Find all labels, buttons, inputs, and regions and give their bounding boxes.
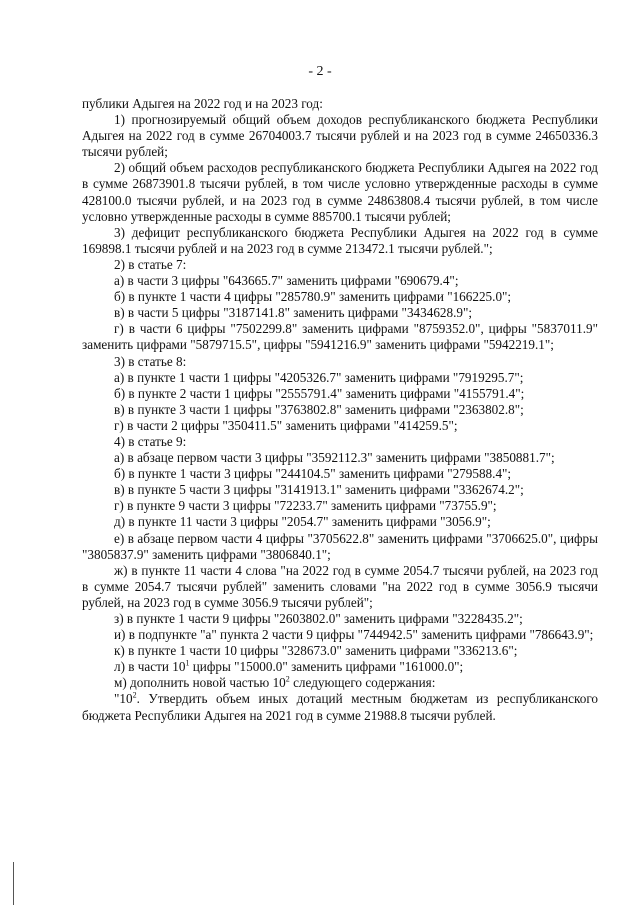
superscript: 2 <box>285 674 290 684</box>
paragraph-9v: в) в пункте 5 части 3 цифры "3141913.1" заменить цифрами "3362674.2"; <box>114 482 524 498</box>
paragraph-7v: в) в части 5 цифры "3187141.8" заменить цифрами "3434628.9"; <box>114 305 473 321</box>
paragraph-9z: з) в пункте 1 части 9 цифры "2603802.0" заменить цифрами "3228435.2"; <box>114 611 523 626</box>
paragraph-0: публики Адыгея на 2022 год и на 2023 год: <box>82 96 323 111</box>
paragraph-8g: г) в части 2 цифры "350411.5" заменить цифрами "414259.5"; <box>114 417 458 433</box>
paragraph-9g: г) в пункте 9 части 3 цифры "72233.7" заменить цифрами "73755.9"; <box>114 498 497 514</box>
paragraph-9k: к) в пункте 1 части 10 цифры "328673.0" заменить цифрами "336213.6"; <box>114 643 518 659</box>
paragraph-9i: и) в подпункте "а" пункта 2 части 9 цифры "744942.5" заменить цифрами "786643.9"; <box>114 627 594 643</box>
paragraph-article-8: 3) в статье 8: <box>114 353 187 369</box>
page-number: - 2 - <box>308 64 332 79</box>
paragraph-9d: д) в пункте 11 части 3 цифры "2054.7" заменить цифрами "3056.9"; <box>114 514 491 530</box>
paragraph-expenses: 2) общий объем расходов республиканского бюджета Республики Адыгея на 2022 год в сумме 26873901.8 тысячи рублей, в том числе условно утвержденные расходы в сумме 428100.0 тысячи рублей, и на 2023 год в сумме 24863808.4 тысячи рублей, в том числе условно утвержденные расходы в сумме 885700.1 тысячи рублей; <box>82 160 598 224</box>
paragraph-new-part-text: "10 <box>114 691 133 707</box>
paragraph-8a: а) в пункте 1 части 1 цифры "4205326.7" заменить цифрами "7919295.7"; <box>114 369 524 385</box>
paragraph-9e: е) в абзаце первом части 4 цифры "3705622.8" заменить цифрами "3706625.0", цифры "3805837.9" заменить цифрами "3806840.1"; <box>82 530 598 562</box>
paragraph-9l-text-end: цифры "15000.0" заменить цифрами "161000.0"; <box>189 659 464 675</box>
paragraph-9b: б) в пункте 1 части 3 цифры "244104.5" заменить цифрами "279588.4"; <box>114 466 512 482</box>
superscript: 1 <box>185 658 190 668</box>
paragraph-revenues: 1) прогнозируемый общий объем доходов республиканского бюджета Республики Адыгея на 2022 год в сумме 26704003.7 тысячи рублей и на 2023 год в сумме 24650336.3 тысячи рублей; <box>82 112 598 160</box>
paragraph-deficit: 3) дефицит республиканского бюджета Республики Адыгея на 2022 год в сумме 169898.1 тысячи рублей и на 2023 год в сумме 213472.1 тысячи рублей."; <box>82 224 598 256</box>
paragraph-9m-text-end: следующего содержания: <box>289 675 436 691</box>
paragraph-7g: г) в части 6 цифры "7502299.8" заменить цифрами "8759352.0", цифры "5837011.9" заменить цифрами "5879715.5", цифры "5941216.9" заменить цифрами "5942219.1"; <box>82 321 598 353</box>
paragraph-9l <box>82 659 598 675</box>
paragraph-9m <box>82 675 598 691</box>
paragraph-9l-text: л) в части 10 <box>114 659 186 675</box>
paragraph-7a: а) в части 3 цифры "643665.7" заменить цифрами "690679.4"; <box>114 273 459 289</box>
paragraph-9zh: ж) в пункте 11 части 4 слова "на 2022 год в сумме 2054.7 тысячи рублей, на 2023 год в сумме 2054.7 тысячи рублей" заменить словами "на 2022 год в сумме 3056.9 тысячи рублей, на 2023 год в сумме 3056.9 тысячи рублей"; <box>82 562 598 610</box>
paragraph-new-part-text-end: . Утвердить объем иных дотаций местным бюджетам из республиканского бюджета Республики Адыгея на 2021 год в сумме 21988.8 тысячи рублей. <box>82 691 598 723</box>
paragraph-7b: б) в пункте 1 части 4 цифры "285780.9" заменить цифрами "166225.0"; <box>114 289 512 305</box>
paragraph-article-9: 4) в статье 9: <box>114 433 187 449</box>
document-body <box>82 96 598 724</box>
paragraph-article-7: 2) в статье 7: <box>114 256 187 272</box>
paragraph-8v: в) в пункте 3 части 1 цифры "3763802.8" заменить цифрами "2363802.8"; <box>114 401 524 417</box>
superscript: 2 <box>132 691 137 701</box>
paragraph-8b: б) в пункте 2 части 1 цифры "2555791.4" заменить цифрами "4155791.4"; <box>114 385 525 401</box>
paragraph-9m-text: м) дополнить новой частью 10 <box>114 675 286 691</box>
paragraph-new-part <box>82 691 598 723</box>
scan-edge-line <box>13 862 14 905</box>
paragraph-9a: а) в абзаце первом части 3 цифры "3592112.3" заменить цифрами "3850881.7"; <box>114 450 555 466</box>
